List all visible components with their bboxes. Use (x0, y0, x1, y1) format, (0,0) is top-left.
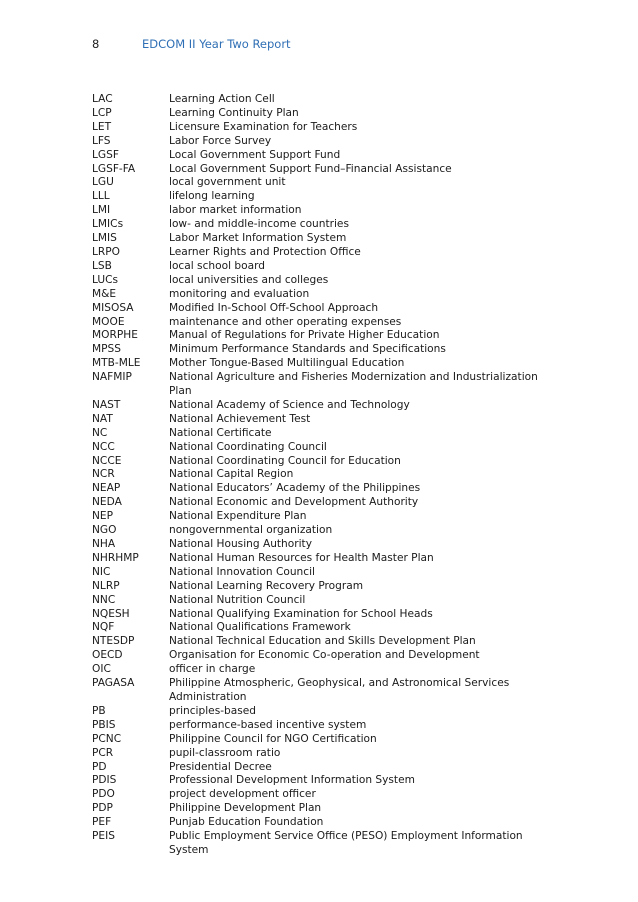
acronym-abbreviation: NGO (92, 524, 117, 537)
acronym-abbreviation: LGSF-FA (92, 162, 136, 175)
acronym-definition: labor market information (169, 204, 302, 217)
acronym-abbreviation: NEAP (92, 482, 121, 495)
acronym-row (92, 121, 552, 135)
acronym-definition: National Academy of Science and Technology (169, 398, 410, 411)
acronym-definition: National Coordinating Council for Education (169, 454, 401, 467)
acronym-definition: local school board (169, 259, 265, 272)
acronym-abbreviation: PBIS (92, 718, 116, 731)
acronym-row (92, 218, 552, 232)
acronym-abbreviation: NNC (92, 593, 116, 606)
acronym-definition: National Coordinating Council (169, 440, 327, 453)
acronym-row (92, 455, 552, 469)
acronym-abbreviation: MPSS (92, 343, 121, 356)
acronym-row (92, 441, 552, 455)
acronym-abbreviation: NCC (92, 440, 115, 453)
acronym-definition: Mother Tongue-Based Multilingual Education (169, 357, 405, 370)
acronym-definition: National Technical Education and Skills Development Plan (169, 635, 476, 648)
acronym-row (92, 496, 552, 510)
acronym-definition: National Achievement Test (169, 412, 311, 425)
page-number: 8 (92, 37, 100, 51)
acronym-row (92, 774, 552, 788)
acronym-row (92, 580, 552, 594)
acronym-definition: Professional Development Information System (169, 774, 415, 787)
acronym-row (92, 635, 552, 649)
acronym-abbreviation: LMI (92, 204, 111, 217)
acronym-row (92, 176, 552, 190)
acronym-abbreviation: NIC (92, 565, 111, 578)
acronym-abbreviation: PDP (92, 802, 113, 815)
acronym-abbreviation: NCCE (92, 454, 122, 467)
acronym-abbreviation: NEDA (92, 496, 122, 509)
acronym-abbreviation: LSB (92, 259, 112, 272)
acronym-row (92, 663, 552, 677)
acronym-definition: Manual of Regulations for Private Higher Education (169, 329, 440, 342)
acronym-definition: monitoring and evaluation (169, 287, 310, 300)
acronym-definition: pupil-classroom ratio (169, 746, 281, 759)
acronym-definition: Licensure Examination for Teachers (169, 120, 358, 133)
page-header (92, 36, 291, 52)
acronym-row (92, 246, 552, 260)
acronym-definition: National Innovation Council (169, 565, 315, 578)
acronym-definition: Philippine Development Plan (169, 802, 322, 815)
acronym-abbreviation: LUCs (92, 273, 119, 286)
acronym-definition: project development officer (169, 788, 316, 801)
acronym-abbreviation: PEIS (92, 830, 115, 843)
acronym-abbreviation: OECD (92, 649, 123, 662)
acronym-abbreviation: MISOSA (92, 301, 134, 314)
acronym-definition: Philippine Council for NGO Certification (169, 732, 377, 745)
acronym-definition: maintenance and other operating expenses (169, 315, 402, 328)
acronym-row (92, 816, 552, 830)
acronym-row (92, 802, 552, 816)
acronym-row (92, 524, 552, 538)
acronym-row (92, 163, 552, 177)
acronym-row (92, 260, 552, 274)
acronym-row (92, 677, 552, 705)
acronym-definition: Public Employment Service Office (PESO) Employment Information System (169, 830, 523, 856)
acronym-definition: Minimum Performance Standards and Specifications (169, 343, 446, 356)
acronym-definition: Labor Market Information System (169, 232, 347, 245)
acronym-definition: Modified In-School Off-School Approach (169, 301, 379, 314)
acronym-abbreviation: LGSF (92, 148, 119, 161)
acronym-abbreviation: MORPHE (92, 329, 138, 342)
acronym-definition: National Certificate (169, 426, 272, 439)
acronym-abbreviation: NQF (92, 621, 115, 634)
acronym-definition: Learner Rights and Protection Office (169, 245, 361, 258)
acronym-row (92, 733, 552, 747)
acronym-abbreviation: LRPO (92, 245, 120, 258)
acronym-row (92, 399, 552, 413)
acronym-abbreviation: LLL (92, 190, 110, 203)
acronym-definition: National Expenditure Plan (169, 510, 307, 523)
report-title: EDCOM II Year Two Report (142, 37, 291, 51)
acronym-definition: lifelong learning (169, 190, 255, 203)
acronym-abbreviation: PEF (92, 816, 112, 829)
acronym-abbreviation: NLRP (92, 579, 120, 592)
acronym-abbreviation: PAGASA (92, 677, 135, 690)
acronym-abbreviation: MOOE (92, 315, 125, 328)
acronym-row (92, 288, 552, 302)
acronym-row (92, 427, 552, 441)
acronym-definition: National Qualifications Framework (169, 621, 351, 634)
acronym-definition: local universities and colleges (169, 273, 329, 286)
acronym-abbreviation: PDO (92, 788, 115, 801)
acronym-definition: officer in charge (169, 663, 256, 676)
acronym-definition: National Qualifying Examination for School Heads (169, 607, 433, 620)
acronym-definition: Learning Action Cell (169, 93, 275, 105)
acronym-abbreviation: MTB-MLE (92, 357, 141, 370)
acronym-row (92, 649, 552, 663)
acronym-definition: National Housing Authority (169, 538, 312, 550)
acronym-definition: Labor Force Survey (169, 134, 272, 147)
acronym-row (92, 761, 552, 775)
acronym-abbreviation: NEP (92, 510, 114, 523)
acronym-row (92, 343, 552, 357)
acronym-abbreviation: PD (92, 760, 107, 773)
acronym-row (92, 538, 552, 552)
acronym-row (92, 510, 552, 524)
acronym-abbreviation: LMICs (92, 218, 124, 231)
acronym-abbreviation: PDIS (92, 774, 117, 787)
acronym-row (92, 413, 552, 427)
acronym-abbreviation: NHRHMP (92, 551, 139, 564)
acronym-row (92, 719, 552, 733)
acronym-row (92, 621, 552, 635)
acronym-definition: Local Government Support Fund–Financial Assistance (169, 162, 452, 175)
acronym-row (92, 274, 552, 288)
acronym-abbreviation: NTESDP (92, 635, 135, 648)
acronym-row (92, 149, 552, 163)
acronym-row (92, 747, 552, 761)
acronym-abbreviation: PB (92, 704, 106, 717)
acronym-row (92, 705, 552, 719)
acronym-abbreviation: LFS (92, 134, 111, 147)
acronym-definition: principles-based (169, 704, 257, 717)
acronym-definition: Organisation for Economic Co-operation and Development (169, 649, 480, 662)
acronym-abbreviation: LMIS (92, 232, 117, 245)
acronym-definition: local government unit (169, 176, 286, 189)
acronym-abbreviation: M&E (92, 287, 117, 300)
acronym-row (92, 302, 552, 316)
acronym-row (92, 107, 552, 121)
acronym-row (92, 190, 552, 204)
acronym-abbreviation: NC (92, 426, 108, 439)
acronym-abbreviation: NAFMIP (92, 371, 132, 384)
acronym-definition: Punjab Education Foundation (169, 816, 324, 829)
acronym-abbreviation: NCR (92, 468, 115, 481)
acronym-row (92, 830, 552, 858)
acronym-row (92, 316, 552, 330)
acronym-row (92, 93, 552, 107)
acronym-row (92, 329, 552, 343)
acronym-row (92, 594, 552, 608)
acronym-row (92, 371, 552, 399)
acronym-abbreviation: PCNC (92, 732, 122, 745)
acronym-abbreviation: NHA (92, 538, 116, 550)
acronym-row (92, 482, 552, 496)
acronym-list (92, 93, 552, 858)
acronym-abbreviation: NAT (92, 412, 113, 425)
acronym-row (92, 468, 552, 482)
acronym-abbreviation: PCR (92, 746, 114, 759)
acronym-definition: Presidential Decree (169, 760, 272, 773)
acronym-abbreviation: LET (92, 120, 112, 133)
acronym-row (92, 566, 552, 580)
acronym-abbreviation: NAST (92, 398, 121, 411)
acronym-definition: Local Government Support Fund (169, 148, 341, 161)
acronym-row (92, 232, 552, 246)
acronym-row (92, 608, 552, 622)
acronym-row (92, 788, 552, 802)
acronym-definition: National Agriculture and Fisheries Modernization and Industrialization Plan (169, 371, 538, 398)
acronym-row (92, 204, 552, 218)
acronym-definition: low- and middle-income countries (169, 218, 349, 231)
acronym-definition: Learning Continuity Plan (169, 106, 299, 119)
acronym-abbreviation: LAC (92, 93, 113, 105)
acronym-row (92, 357, 552, 371)
acronym-abbreviation: LGU (92, 176, 114, 189)
acronym-abbreviation: LCP (92, 106, 112, 119)
acronym-row (92, 552, 552, 566)
acronym-definition: National Capital Region (169, 468, 294, 481)
acronym-abbreviation: NQESH (92, 607, 130, 620)
acronym-abbreviation: OIC (92, 663, 111, 676)
acronym-definition: National Economic and Development Authority (169, 496, 419, 509)
acronym-definition: National Learning Recovery Program (169, 579, 364, 592)
acronym-row (92, 135, 552, 149)
acronym-definition: National Educators’ Academy of the Philippines (169, 482, 421, 495)
acronym-definition: Philippine Atmospheric, Geophysical, and Astronomical Services Administration (169, 677, 510, 703)
acronym-definition: National Human Resources for Health Master Plan (169, 551, 434, 564)
acronym-definition: nongovernmental organization (169, 524, 333, 537)
acronym-definition: performance-based incentive system (169, 718, 367, 731)
acronym-definition: National Nutrition Council (169, 593, 306, 606)
